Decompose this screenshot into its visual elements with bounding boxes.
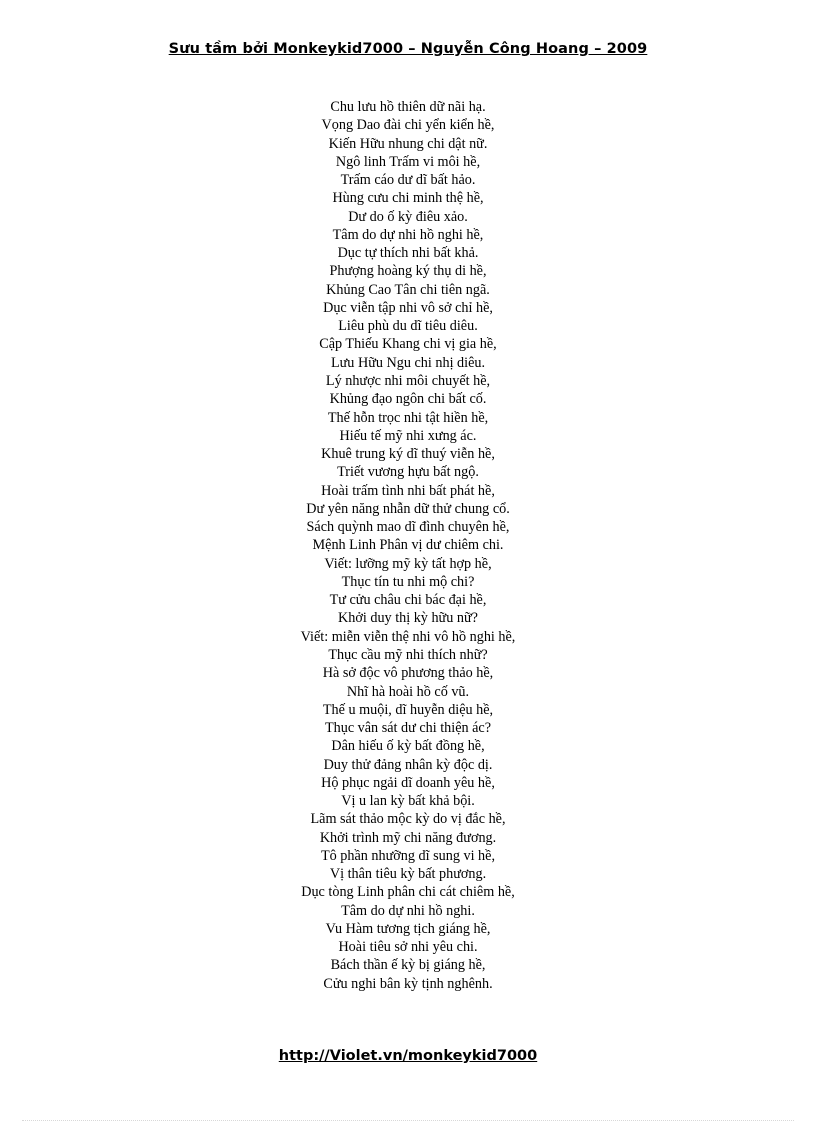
poem-line: Thế u muội, dĩ huyễn diệu hề,: [322, 701, 494, 718]
poem-line: Dục viễn tập nhi vô sở chỉ hề,: [323, 299, 493, 316]
poem-line: Liêu phù du dĩ tiêu diêu.: [338, 318, 478, 335]
poem-line: Tô phần nhưỡng dĩ sung vi hề,: [321, 847, 495, 864]
poem-line: Vu Hàm tương tịch giáng hề,: [325, 920, 491, 937]
poem-line: Dân hiếu ố kỳ bất đồng hề,: [331, 738, 485, 755]
poem-line: Bách thần ế kỳ bị giáng hề,: [330, 957, 486, 974]
poem-line: Duy thử đảng nhân kỳ độc dị.: [323, 756, 493, 773]
poem-line: Nhĩ hà hoài hồ cố vũ.: [346, 683, 470, 700]
poem-line: Khởi duy thị kỳ hữu nữ?: [338, 610, 478, 627]
poem-line: Lãm sát thảo mộc kỳ do vị đắc hề,: [310, 811, 506, 828]
poem-line: Hiếu tế mỹ nhi xưng ác.: [339, 427, 477, 444]
poem-line: Mệnh Linh Phân vị dư chiêm chi.: [312, 537, 504, 554]
poem-body: [0, 98, 816, 993]
poem-line: Thục vân sát dư chi thiện ác?: [324, 720, 492, 737]
poem-line: Hà sở độc vô phương thảo hề,: [322, 665, 494, 682]
poem-line: Viết: miễn viễn thệ nhi vô hồ nghi hề,: [300, 628, 516, 645]
poem-line: Cập Thiếu Khang chi vị gia hề,: [319, 336, 497, 353]
page-header: Sưu tầm bởi Monkeykid7000 – Nguyễn Công Hoang – 2009: [168, 41, 648, 57]
poem-line: Tư cửu châu chi bác đại hề,: [329, 592, 487, 609]
poem-line: Khủng đạo ngôn chi bất cố.: [329, 391, 487, 408]
poem-line: Thục tín tu nhi mộ chi?: [341, 573, 475, 590]
poem-line: Kiến Hữu nhung chi dật nữ.: [328, 135, 488, 152]
poem-line: Triết vương hựu bất ngộ.: [337, 464, 479, 481]
poem-line: Lưu Hữu Ngu chi nhị diêu.: [330, 354, 486, 371]
poem-line: Thế hỗn trọc nhi tật hiền hề,: [327, 409, 489, 426]
poem-line: Hoài trấm tình nhi bất phát hề,: [321, 482, 495, 499]
poem-line: Dư yên năng nhẫn dữ thử chung cổ.: [306, 500, 510, 517]
poem-line: Hộ phục ngải dĩ doanh yêu hề,: [321, 774, 495, 791]
poem-line: Hoài tiêu sở nhi yêu chi.: [338, 939, 478, 956]
poem-line: Khủng Cao Tân chi tiên ngã.: [326, 281, 490, 298]
poem-line: Dục tự thích nhi bất khả.: [337, 245, 479, 262]
poem-line: Ngô linh Trấm vi môi hề,: [335, 153, 481, 170]
poem-line: Chu lưu hồ thiên dữ nãi hạ.: [330, 99, 486, 115]
poem-line: Trấm cáo dư dĩ bất hảo.: [340, 172, 476, 189]
poem-line: Vị u lan kỳ bất khả bội.: [341, 793, 475, 810]
poem-line: Khởi trình mỹ chi năng đương.: [319, 829, 497, 846]
poem-line: Viết: lưỡng mỹ kỳ tất hợp hề,: [324, 555, 492, 572]
poem-line: Dục tòng Linh phân chi cát chiêm hề,: [301, 884, 515, 901]
poem-line: Dư do ố kỳ điêu xảo.: [348, 208, 468, 225]
poem-line: Phượng hoàng ký thụ di hề,: [329, 263, 487, 280]
poem-line: Khuê trung ký dĩ thuý viễn hề,: [321, 446, 495, 463]
page-bottom-divider: [22, 1120, 794, 1121]
poem-line: Thục cầu mỹ nhi thích nhữ?: [328, 646, 488, 663]
poem-line: Vọng Dao đài chi yển kiển hề,: [321, 117, 495, 134]
poem-line: Tâm do dự nhi hồ nghi.: [341, 902, 475, 919]
poem-line: Tâm do dự nhi hồ nghi hề,: [332, 226, 484, 243]
footer-url: http://Violet.vn/monkeykid7000: [278, 1048, 538, 1064]
poem-line: Vị thân tiêu kỳ bất phương.: [329, 866, 487, 883]
poem-line: Cửu nghi bân kỳ tịnh nghênh.: [323, 975, 493, 992]
poem-line: Lý nhược nhi môi chuyết hề,: [325, 372, 491, 389]
poem-line: Sách quỳnh mao dĩ đình chuyên hề,: [306, 519, 510, 536]
poem-line: Hùng cưu chi minh thệ hề,: [332, 190, 484, 207]
